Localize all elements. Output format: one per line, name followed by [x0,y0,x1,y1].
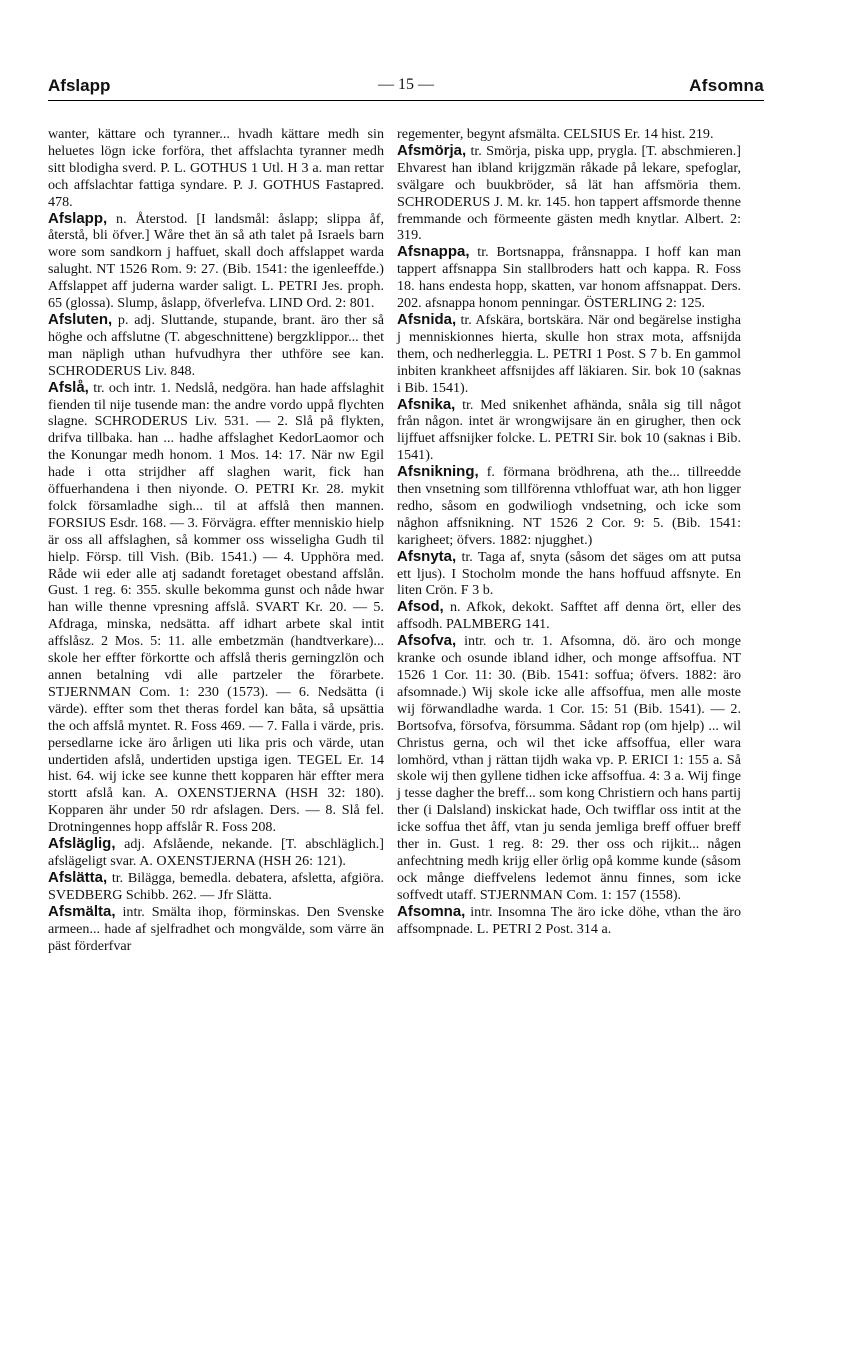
headword: Afsofva, [397,632,457,650]
headword: Afslätta, [48,868,108,886]
headword: Afsmälta, [48,902,116,920]
header-last-word: Afsomna [689,76,764,95]
entry-afsomna: Afsomna, intr. Insomna The äro icke döhe, vthan the äro affsompnade. L. PETRI 2 Post. 314 a. [397,902,741,937]
headword: Afsnyta, [397,547,457,565]
entry-afsnida: Afsnida, tr. Afskära, bortskära. När ond begärelse instigha j menniskionnes hierta, skulle hon strax mota, affsnijda them, och nedherleggia. L. PETRI 1 Post. S 7 b. En gammol inbiten krankheet affsnijdes aff läkiaren. Sir. bok 10 (saknas i Bib. 1541). [397,310,741,396]
headword: Afsluten, [48,310,113,328]
entry-afsluten: Afsluten, p. adj. Sluttande, stupande, brant. äro ther så höghe och affslutne (T. abgeschnittene) bergzklippor... thet man näpligh uthan hufvudhyra ther uthföre see kan. SCHRODERUS Liv. 848. [48,310,384,379]
entry-afslaglig: Afsläglig, adj. Afslående, nekande. [T. abschläglich.] afslägeligt svar. A. OXENSTJERNA (HSH 26: 121). [48,835,384,869]
entry-continuation: regementer, begynt afsmälta. CELSIUS Er. 14 hist. 219. [397,126,714,142]
entry-afslapp: Afslapp, n. Återstod. [I landsmål: åslapp; slippa åf, återstå, bli öfver.] Wåre thet än så ath talet på Israels barn wore som sandkorn j haffuet, skall doch affslappet warda salught. NT 1526 Rom. 9: 27. (Bib. 1541: the igenleeffde.) Affslappet aff juderna warder saligt. L. PETRI Jes. proph. 65 (glossa). Slump, åslapp, öfverlefva. LIND Ord. 2: 801. [48,209,384,312]
entry-afsod: Afsod, n. Afkok, dekokt. Safftet aff denna ört, eller des affsodh. PALMBERG 141. [397,598,741,633]
headword: Afsomna, [397,902,466,920]
entry-afslatta: Afslätta, tr. Bilägga, bemedla. debatera, afsletta, afgiöra. SVEDBERG Schibb. 262. — Jfr Slätta. [48,868,384,903]
page-number: — 15 — [378,76,434,93]
entry-afsnyta: Afsnyta, tr. Taga af, snyta (såsom det säges om att putsa ett ljus). I Stocholm monde the hans hoffuud affsnyte. En liten Crön. F 3 b. [397,547,741,599]
headword: Afslapp, [48,209,108,227]
headword: Afslå, [48,378,89,396]
headword: Afsnida, [397,310,457,328]
entry-afsnikning: Afsnikning, f. förmana brödhrena, ath the... tillreedde then vnsetning som tillförenna vthloffuat war, ath hon ligger redho, såsom en godwiliogh vndsetning, och icke som någhon affsnikning. NT 1526 2 Cor. 9: 5. (Bib. 1541: karigheet; öfvers. 1882: njugghet.) [397,463,741,548]
headword: Afsnika, [397,395,456,413]
header-first-word: Afslapp [48,76,111,95]
entry-afsofva: Afsofva, intr. och tr. 1. Afsomna, dö. äro och monge kranke och osunde ibland idher, och monge affsoffua. NT 1526 1 Cor. 11: 30. (Bib. 1541: soffua; öfvers. 1882: äro afsomnade.) Wij skole icke alle affsoffua, men alle moste wij förwandladhe warda. 1 Cor. 15: 51 (Bib. 1541). — 2. Bortsofva, försofva, försumma. Sådant rop (om hjelp) ... wil Christus gerna, och wil thet icke affsoffua, eller wara lomhörd, vthan j rättan tijdh waka vp. P. ERICI 1: 155 a. Så skole wij then gyllene tidhen icke affsoffua. 4: 3 a. Wij finge j tesse dagher the breff... som kong Christiern och hans partij ther (i Dalsland) inskickat hade, Och twifflar oss intit at the icke soffua thet åff, vtan ju senda jemliga breff offuer breff ther in. Gust. 1 reg. 8: 29. ther oss och rijkit... någen anfechtning medh krijg eller örlig opå komme kunde (såsom ock månge dieffvelens ledemot ännu finnes, som icke soffvedt utaff. STJERNMAN Com. 1: 157 (1558). [397,632,741,903]
headword: Afsläglig, [48,835,116,853]
left-column [48,126,384,954]
right-column [397,126,741,938]
entry-afsmorja: Afsmörja, tr. Smörja, piska upp, prygla. [T. abschmieren.] Ehvarest han ibland krijgzmän råkade på lekare, spefoglar, svälgare och buukbröder, så lät han affsmöria them. SCHRODERUS J. M. kr. 145. hon tappert affsmorde thenne fremmande och förmeente gästen medh knytlar. Albert. 2: 319. [397,141,741,244]
entry-afsnika: Afsnika, tr. Med snikenhet afhända, snåla sig till något från någon. intet är wrongwijsare än en girugher, then ock lijffuet affsnijker folcke. L. PETRI Sir. bok 10 (saknas i Bib. 1541). [397,395,741,464]
entry-afsnappa: Afsnappa, tr. Bortsnappa, frånsnappa. I hoff kan man tappert affsnappa Sin stallbroders hatt och kappa. R. Foss 18. hans endesta hopp, skatten, var honom affsnappat. Ders. 202. afsnappa honom penningar. ÖSTERLING 2: 125. [397,243,741,312]
entry-continuation: wanter, kättare och tyranner... hvadh kättare medh sin heluetes lögn icke forföra, thet affslachta tyranner medh sitt blodigha sverd. P. L. GOTHUS 1 Utl. H 3 a. man rettar och affslachtar fattiga syndare. P. J. GOTHUS Fastapred. 478. [48,126,384,210]
page-header [48,70,764,101]
entry-afsla: Afslå, tr. och intr. 1. Nedslå, nedgöra. han hade affslaghit fienden til nije tusende man: the andre vordo uppå flychten slagne. SCHRODERUS Liv. 531. — 2. Slå på flykten, drifva tillbaka. han ... hadhe affslaghet KedorLaomor och the Konungar medh honom. 1 Mos. 14: 17. När nw Egil hade i otta strijdher aff slaghen warit, fick han öffuerhandena i then niyonde. O. PETRI Kr. 28. mykit folck församladhe sigh... til at affslå then mannen. FORSIUS Esdr. 168. — 3. Förvägra. effter menniskio hielp är oss all affslaghen, så kommer oss wisseligha Gudh til hielp. Försp. till Vish. (Bib. 1541.) — 4. Upphöra med. Råde wii eder alle atj sadandt foretaget obestand affslån. Gust. 1 reg. 6: 355. skulle bekomma gunst och nåde hwar han wille thenne vpresning affslå. SVART Kr. 20. — 5. Afdraga, minska, nedsätta. aff idhart arbete skal intit affslåsz. 2 Mos. 5: 11. alle embetzmän (handtverkare)... skole her effter förkortte och affslå theris gerningzlön och annen betalning vdi alle partzeler the förarbete. STJERNMAN Com. 1: 230 (1573). — 6. Nedsätta (i värde). effter som thet theras fordel kan båta, så upsättia the och affslå myntet. R. Foss 469. — 7. Falla i värde, pris. persedlarne icke äro årligen uti lika pris och värde, utan undertiden afslå, undertiden upstiga igen. TEGEL Er. 14 hist. 64. wij icke see kunne thett kopparen här effter mera stortt afslå kan. A. OXENSTJERNA (HSH 32: 180). Kopparen ähr under 50 rdr afslagen. Ders. — 8. Slå fel. Drotningennes hopp affslår R. Foss 208. [48,378,384,836]
headword: Afsmörja, [397,141,467,159]
headword: Afsod, [397,598,444,616]
headword: Afsnappa, [397,243,470,261]
headword: Afsnikning, [397,463,479,481]
entry-afsmalta: Afsmälta, intr. Smälta ihop, förminskas. Den Svenske armeen... hade af sjelfradhet och mongvälde, som värre än päst förderfvar [48,902,384,954]
